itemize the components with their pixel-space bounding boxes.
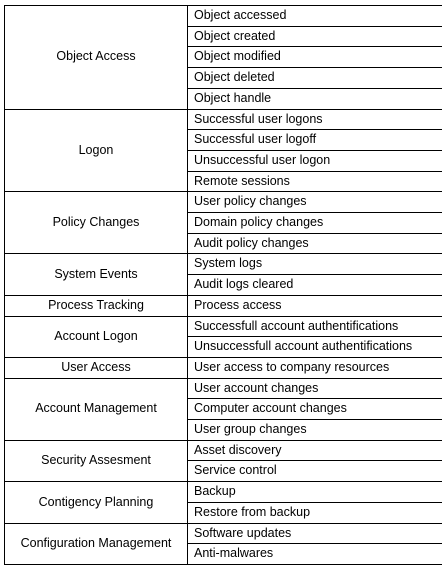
event-item-cell: Object accessed [188, 6, 442, 27]
category-cell: Configuration Management [5, 523, 188, 564]
table-row [5, 482, 442, 503]
category-cell: Account Logon [5, 316, 188, 357]
category-cell: User Access [5, 357, 188, 378]
event-item-cell: Anti-malwares [188, 544, 442, 565]
table-row [5, 6, 442, 27]
table-row [5, 316, 442, 337]
event-item-cell: Successfull account authentifications [188, 316, 442, 337]
event-item-cell: Asset discovery [188, 440, 442, 461]
event-item-cell: User account changes [188, 378, 442, 399]
event-item-cell: Backup [188, 482, 442, 503]
audit-events-table [4, 5, 442, 565]
event-item-cell: Audit policy changes [188, 233, 442, 254]
table-row [5, 523, 442, 544]
event-item-cell: User access to company resources [188, 357, 442, 378]
table-row [5, 295, 442, 316]
event-item-cell: Object handle [188, 88, 442, 109]
event-item-cell: Object deleted [188, 68, 442, 89]
table-row [5, 109, 442, 130]
event-item-cell: User group changes [188, 420, 442, 441]
category-cell: System Events [5, 254, 188, 295]
event-item-cell: Unsuccessful user logon [188, 150, 442, 171]
category-cell: Policy Changes [5, 192, 188, 254]
category-cell: Account Management [5, 378, 188, 440]
category-cell: Security Assesment [5, 440, 188, 481]
event-item-cell: Software updates [188, 523, 442, 544]
event-item-cell: Service control [188, 461, 442, 482]
audit-events-table-wrapper [4, 5, 442, 565]
table-row [5, 378, 442, 399]
category-cell: Process Tracking [5, 295, 188, 316]
table-row [5, 192, 442, 213]
event-item-cell: User policy changes [188, 192, 442, 213]
event-item-cell: Computer account changes [188, 399, 442, 420]
table-row [5, 254, 442, 275]
audit-events-table-body [5, 6, 442, 565]
event-item-cell: Process access [188, 295, 442, 316]
event-item-cell: Domain policy changes [188, 213, 442, 234]
event-item-cell: System logs [188, 254, 442, 275]
category-cell: Logon [5, 109, 188, 192]
event-item-cell: Restore from backup [188, 502, 442, 523]
table-row [5, 440, 442, 461]
event-item-cell: Successful user logons [188, 109, 442, 130]
event-item-cell: Remote sessions [188, 171, 442, 192]
table-row [5, 357, 442, 378]
event-item-cell: Unsuccessfull account authentifications [188, 337, 442, 358]
event-item-cell: Successful user logoff [188, 130, 442, 151]
category-cell: Contigency Planning [5, 482, 188, 523]
event-item-cell: Audit logs cleared [188, 275, 442, 296]
event-item-cell: Object created [188, 26, 442, 47]
event-item-cell: Object modified [188, 47, 442, 68]
category-cell: Object Access [5, 6, 188, 110]
